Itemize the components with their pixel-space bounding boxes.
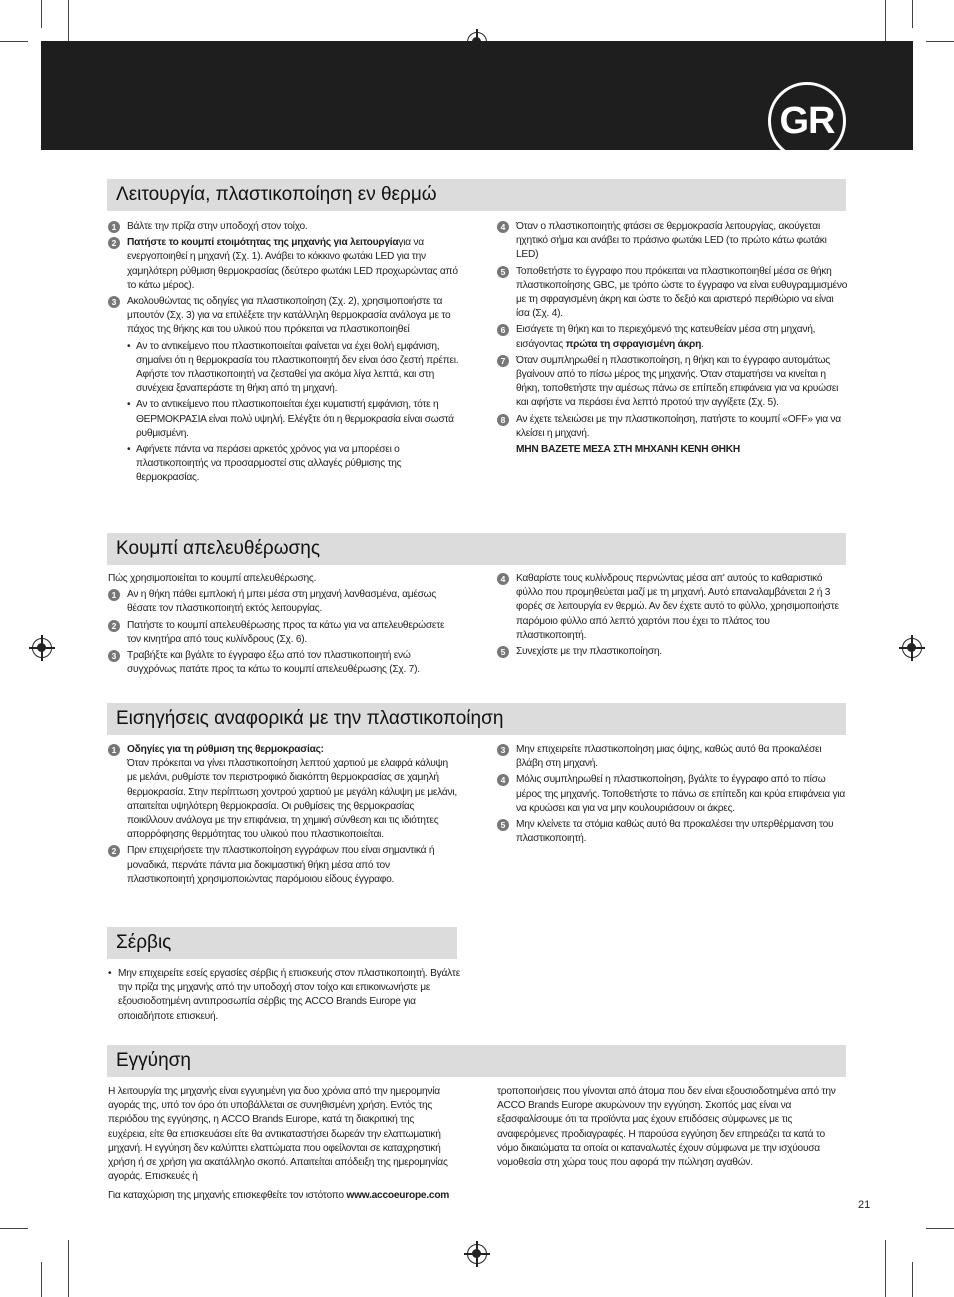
section-title: Σέρβις [107, 927, 457, 959]
crop-mark [912, 0, 913, 28]
crop-mark [68, 1240, 69, 1297]
step-number-icon: 4 [497, 221, 509, 233]
step-number-icon: 2 [108, 845, 120, 857]
step-number-icon: 2 [108, 237, 120, 249]
section-column [497, 743, 849, 848]
header-banner [41, 41, 913, 150]
registration-mark-icon [467, 1244, 487, 1264]
step-number-icon: 1 [108, 221, 120, 233]
warning-text: ΜΗΝ ΒΑΖΕΤΕ ΜΕΣΑ ΣΤΗ ΜΗΧΑΝΗ ΚΕΝΗ ΘΗΚΗ [516, 444, 740, 456]
list-item: 3 Ακολουθώντας τις οδηγίες για πλαστικοποίηση (Σχ. 2), χρησιμοποιήστε τα μπουτόν (Σχ. 3) για να επιλέξετε την κατάλληλη θερμοκρασία ανάλογα με το πάχος της θήκης και του υλικού που πρόκειται να πλαστικοποιηθεί [108, 295, 460, 338]
list-item: 1 Βάλτε την πρίζα στην υποδοχή στον τοίχο. [108, 220, 460, 234]
list-item: 2 Πριν επιχειρήσετε την πλαστικοποίηση εγγράφων που είναι σημαντικά ή μοναδικά, περνάτε πάντα μια δοκιμαστική θήκη μέσα από τον πλαστικοποιητή χρησιμοποιώντας παρόμοιου είδους έγγραφο. [108, 844, 458, 887]
page-number: 21 [858, 1199, 871, 1211]
section-column [497, 572, 842, 661]
language-badge: GR [768, 82, 846, 160]
step-number-icon: 4 [497, 573, 509, 585]
list-item: 1 Αν η θήκη πάθει εμπλοκή ή μπει μέσα στη μηχανή λανθασμένα, αμέσως θέσατε τον πλαστικοποιητή εκτός λειτουργίας. [108, 588, 460, 616]
step-number-icon: 4 [497, 774, 509, 786]
list-item: 6 Εισάγετε τη θήκη και το περιεχόμενό της κατευθείαν μέσα στη μηχανή, εισάγοντας πρώτα τη σφραγισμένη άκρη. [497, 323, 849, 351]
section-title: Εγγύηση [107, 1045, 846, 1077]
list-item: 5 Συνεχίστε με την πλαστικοποίηση. [497, 645, 842, 659]
list-item: 8 Αν έχετε τελειώσει με την πλαστικοποίηση, πατήστε το κουμπί «OFF» για να κλείσει η μηχανή. [497, 413, 849, 441]
step-number-icon: 5 [497, 819, 509, 831]
crop-mark [912, 1262, 913, 1297]
crop-mark [926, 1228, 954, 1229]
crop-mark [41, 1262, 42, 1297]
step-number-icon: 3 [108, 650, 120, 662]
section-column [497, 220, 849, 459]
step-number-icon: 6 [497, 324, 509, 336]
list-item: 4 Καθαρίστε τους κυλίνδρους περνώντας μέσα απ' αυτούς το καθαριστικό φύλλο που προμηθεύεται μαζί με τη μηχανή. Αυτό επαναλαμβάνεται 2 ή 3 φορές σε λειτουργία εν θερμώ. Αν δεν έχετε αυτό το φύλλο, χρησιμοποιήστε παρόμοιο φύλλο από λεπτό χαρτόνι που έχει το πλάτος του πλαστικοποιητή. [497, 572, 842, 643]
section-column [497, 1085, 842, 1172]
step-number-icon: 5 [497, 266, 509, 278]
crop-mark [0, 41, 28, 42]
list-item: 7 Όταν συμπληρωθεί η πλαστικοποίηση, η θήκη και το έγγραφο αυτομάτως βγαίνουν από το πίσω μέρος της μηχανής. Όταν σταματήσει να κινείται η θήκη, τοποθετήστε την αμέσως πάνω σε επίπεδη επιφάνεια για να κρυώσει και αφήστε να περάσει ένα λεπτό προτού την αγγίξετε (Σχ. 5). [497, 354, 849, 411]
list-item: 3 Μην επιχειρείτε πλαστικοποίηση μιας όψης, καθώς αυτό θα προκαλέσει βλάβη στη μηχανή. [497, 743, 849, 771]
list-item: 5 Μην κλείνετε τα στόμια καθώς αυτό θα προκαλέσει την υπερθέρμανση του πλαστικοποιητή. [497, 818, 849, 846]
website-link[interactable]: www.accoeurope.com [346, 1190, 450, 1202]
list-item: 5 Τοποθετήστε το έγγραφο που πρόκειται να πλαστικοποιηθεί μέσα σε θήκη πλαστικοποίησης GBC, με τρόπο ώστε το έγγραφο να είναι ευθυγραμμισμένο με τη σφραγισμένη άκρη και ώστε το δεξιό και αριστερό περιθώριο να είναι ίσα (Σχ. 4). [497, 265, 849, 322]
crop-mark [41, 0, 42, 28]
crop-mark [885, 1240, 886, 1297]
list-item: 2 Πατήστε το κουμπί ετοιμότητας της μηχανής για λειτουργίαγια να ενεργοποιηθεί η μηχανή (Σχ. 1). Ανάβει το κόκκινο φωτάκι LED για την χαμηλότερη ρύθμιση θερμοκρασίας (δεύτερο φωτάκι LED προχωρώντας από το κάτω μέρος). [108, 236, 460, 293]
section-title: Κουμπί απελευθέρωσης [107, 533, 846, 565]
crop-mark [0, 1228, 28, 1229]
section-column [108, 743, 458, 889]
registration-mark-icon [902, 638, 922, 658]
list-item: 4 Μόλις συμπληρωθεί η πλαστικοποίηση, βγάλτε το έγγραφο από το πίσω μέρος της μηχανής. Τοποθετήστε το πάνω σε επίπεδη και κρύα επιφάνεια για να κρυώσει και για να μην κουλουριάσουν οι άκρες. [497, 773, 849, 816]
section-column [108, 220, 460, 488]
list-item: 1 Οδηγίες για τη ρύθμιση της θερμοκρασίας: Όταν πρόκειται να γίνει πλαστικοποίηση λεπτού χαρτιού με ελαφρά κάλυψη με μελάνι, ρυθμίστε τον περιστροφικό διακόπτη θερμοκρασίας σε χαμηλή θερμοκρασία. Στην περίπτωση χοντρού χαρτιού με μεγάλη κάλυψη με μελάνι, απαιτείται υψηλότερη θερμοκρασία. Οι ρυθμίσεις της θερμοκρασίας ποικίλλουν ανάλογα με την επιφάνεια, τη χημική σύνθεση και τις ιδιότητες απορρόφησης θερμότητας του υλικού που πλαστικοποιείται. [108, 743, 458, 842]
bullet-item: • Αν το αντικείμενο που πλαστικοποιείται φαίνεται να έχει θολή εμφάνιση, σημαίνει ότι η θερμοκρασία του πλαστικοποιητή δεν είναι όσο ζεστή πρέπει. Αφήστε τον πλαστικοποιητή να ζεσταθεί για ακόμα λίγα λεπτά, και στη συνέχεια ξαναπεράστε τη θήκη από τη μηχανή. [108, 340, 460, 397]
step-number-icon: 8 [497, 414, 509, 426]
section-column [108, 1085, 453, 1206]
section-title: Λειτουργία, πλαστικοποίηση εν θερμώ [107, 179, 846, 211]
registration-mark-icon [32, 638, 52, 658]
bullet-item: • Μην επιχειρείτε εσείς εργασίες σέρβις ή επισκευής στον πλαστικοποιητή. Βγάλτε την πρίζα της μηχανής από την υποδοχή στον τοίχο και επικοινωνήστε με εξουσιοδοτημένη αντιπροσωπία σέρβις της ACCO Brands Europe για οποιαδήποτε επισκευή. [108, 967, 460, 1024]
step-number-icon: 3 [497, 744, 509, 756]
paragraph: Η λειτουργία της μηχανής είναι εγγυημένη για δυο χρόνια από την ημερομηνία αγοράς της, υπό τον όρο ότι υποβάλλεται σε συνηθισμένη χρήση. Εντός της περιόδου της εγγύησης, η ACCO Brands Europe, κατά τη διακριτική της ευχέρεια, είτε θα επισκευάσει είτε θα αντικαταστήσει δωρεάν την ελαττωματική μηχανή. Η εγγύηση δεν καλύπτει ελαττώματα που οφείλονται σε καταχρηστική χρήση ή σε χρήση για ακατάλληλο σκοπό. Απαιτείται απόδειξη της ημερομηνίας αγοράς. Επισκευές ή [108, 1086, 448, 1183]
paragraph: τροποποιήσεις που γίνονται από άτομα που δεν είναι εξουσιοδοτημένα από την ACCO Brands Europe ακυρώνουν την εγγύηση. Σκοπός μας είναι να εξασφαλίσουμε ότι τα προϊόντα μας έχουν επιδόσεις σύμφωνες με τις αναφερόμενες προδιαγραφές. Η παρούσα εγγύηση δεν επηρεάζει τα κατά το νόμο δικαιώματα τα οποία οι καταναλωτές έχουν σύμφωνα με την ισχύουσα νομοθεσία στη χώρα τους που αφορά την πώληση αγαθών. [497, 1086, 836, 1169]
step-number-icon: 3 [108, 296, 120, 308]
section-column [108, 967, 460, 1024]
step-number-icon: 1 [108, 589, 120, 601]
section-column [108, 572, 460, 679]
paragraph: Για καταχώριση της μηχανής επισκεφθείτε τον ιστότοπο www.accoeurope.com [108, 1190, 450, 1202]
list-item: 3 Τραβήξτε και βγάλτε το έγγραφο έξω από τον πλαστικοποιητή ενώ συγχρόνως πατάτε προς τα κάτω το κουμπί απελευθέρωσης (Σχ. 7). [108, 649, 460, 677]
intro-text: Πώς χρησιμοποιείται το κουμπί απελευθέρωσης. [108, 573, 317, 584]
step-number-icon: 1 [108, 744, 120, 756]
bullet-item: • Αφήνετε πάντα να περάσει αρκετός χρόνος για να μπορέσει ο πλαστικοποιητής να προσαρμοστεί στις αλλαγές ρύθμισης της θερμοκρασίας. [108, 443, 460, 486]
step-number-icon: 7 [497, 355, 509, 367]
step-number-icon: 2 [108, 620, 120, 632]
step-number-icon: 5 [497, 646, 509, 658]
list-item: 4 Όταν ο πλαστικοποιητής φτάσει σε θερμοκρασία λειτουργίας, ακούγεται ηχητικό σήμα και ανάβει το πράσινο φωτάκι LED (το πρώτο κάτω φωτάκι LED) [497, 220, 849, 263]
list-item: 2 Πατήστε το κουμπί απελευθέρωσης προς τα κάτω για να απελευθερώσετε τον κινητήρα από τους κυλίνδρους (Σχ. 6). [108, 619, 460, 647]
bullet-item: • Αν το αντικείμενο που πλαστικοποιείται έχει κυματιστή εμφάνιση, τότε η ΘΕΡΜΟΚΡΑΣΙΑ είναι πολύ υψηλή. Ελέγξτε ότι η θερμοκρασία είναι σωστά ρυθμισμένη. [108, 398, 460, 441]
crop-mark [926, 41, 954, 42]
section-title: Εισηγήσεις αναφορικά με την πλαστικοποίηση [107, 703, 846, 735]
